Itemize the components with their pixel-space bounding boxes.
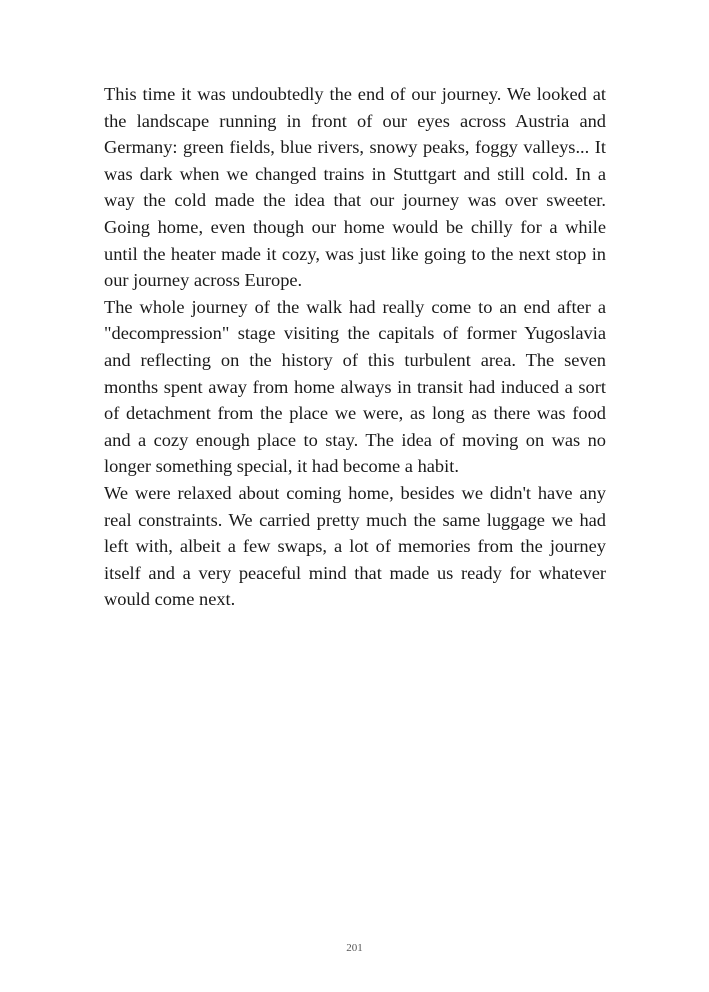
page-number: 201 — [346, 942, 363, 954]
paragraph-2: The whole journey of the walk had really come to an end after a "decompression" stage visiting the capitals of former Yugoslavia and reflecting on the history of this turbulent area. The seven months spent away from home always in transit had induced a sort of detachment from the place we were, as long as there was food and a cozy enough place to stay. The idea of moving on was no longer something special, it had become a habit. — [104, 296, 606, 477]
paragraph-1: This time it was undoubtedly the end of our journey. We looked at the landscape running in front of our eyes across Austria and Germany: green fields, blue rivers, snowy peaks, foggy valleys... It was dark when we changed trains in Stuttgart and still cold. In a way the cold made the idea that our journey was over sweeter. Going home, even though our home would be chilly for a while until the heater made it cozy, was just like going to the next stop in our journey across Europe. — [104, 84, 606, 291]
body-text — [104, 81, 606, 613]
paragraph-3: We were relaxed about coming home, besides we didn't have any real constraints. We carried pretty much the same luggage we had left with, albeit a few swaps, a lot of memories from the journey itself and a very peaceful mind that made us ready for whatever would come next. — [104, 482, 606, 610]
